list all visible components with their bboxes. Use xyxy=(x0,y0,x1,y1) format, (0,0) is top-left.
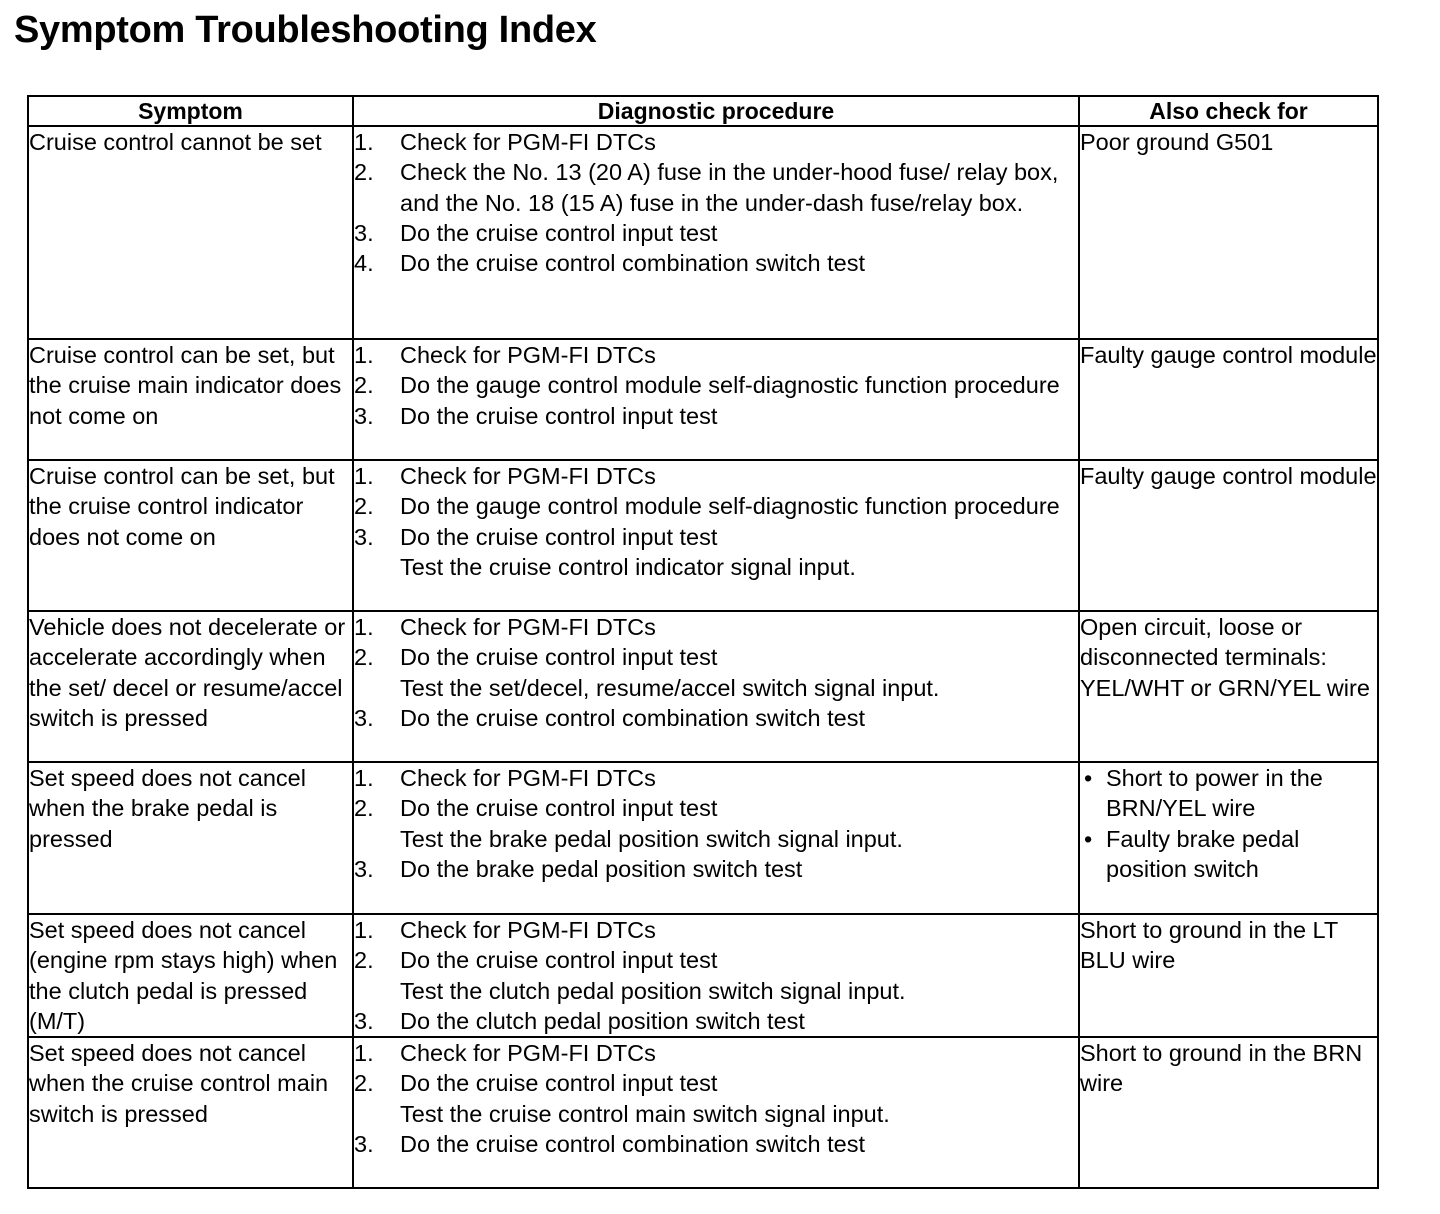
procedure-step xyxy=(354,763,1078,793)
procedure-step xyxy=(354,340,1078,370)
procedure-step xyxy=(354,1006,1078,1036)
step-number xyxy=(354,552,400,582)
step-number: 3. xyxy=(354,704,374,731)
procedure-cell xyxy=(353,126,1079,339)
step-text: Test the set/decel, resume/accel switch signal input. xyxy=(400,674,940,701)
step-number: 3. xyxy=(354,855,374,882)
step-text: Check for PGM-FI DTCs xyxy=(400,1040,656,1067)
step-number: 3. xyxy=(354,219,374,246)
procedure-step xyxy=(354,401,1078,431)
step-number: 2. xyxy=(354,159,374,186)
procedure-step xyxy=(354,461,1078,491)
procedure-cell xyxy=(353,339,1079,460)
procedure-step xyxy=(354,642,1078,672)
table-row xyxy=(28,339,1378,460)
also-check-cell xyxy=(1079,762,1378,914)
step-text: Check for PGM-FI DTCs xyxy=(400,342,656,368)
step-text: Do the clutch pedal position switch test xyxy=(400,1007,805,1034)
step-number: 3. xyxy=(354,1007,374,1034)
procedure-step xyxy=(354,703,1078,733)
table-header-row xyxy=(28,96,1378,126)
step-number xyxy=(354,824,400,854)
table-row xyxy=(28,611,1378,762)
also-check-cell: Short to ground in the BRN wire xyxy=(1079,1037,1378,1188)
procedure-step xyxy=(354,854,1078,884)
procedure-step xyxy=(354,1068,1078,1098)
procedure-step xyxy=(354,612,1078,642)
step-text: Check for PGM-FI DTCs xyxy=(400,917,656,943)
step-text: Do the brake pedal position switch test xyxy=(400,855,803,882)
procedure-cell xyxy=(353,914,1079,1037)
procedure-cell xyxy=(353,762,1079,914)
bullet-icon: • xyxy=(1084,765,1093,791)
step-text: Do the cruise control input test xyxy=(400,402,718,429)
step-number: 3. xyxy=(354,402,374,429)
step-number: 2. xyxy=(354,795,374,822)
step-number: 3. xyxy=(354,523,374,550)
procedure-step xyxy=(354,218,1078,248)
step-text: Do the cruise control combination switch test xyxy=(400,250,865,277)
step-text: Test the brake pedal position switch signal input. xyxy=(400,825,903,852)
step-number: 1. xyxy=(354,614,374,640)
header-symptom: Symptom xyxy=(28,96,353,126)
step-text: Do the cruise control input test xyxy=(400,947,718,974)
procedure-step xyxy=(354,824,1078,854)
symptom-cell: Cruise control can be set, but the cruise main indicator does not come on xyxy=(28,339,353,460)
procedure-cell xyxy=(353,460,1079,611)
step-number: 3. xyxy=(354,1131,374,1158)
also-check-cell: Poor ground G501 xyxy=(1079,126,1378,339)
also-check-text: Short to power in the BRN/YEL wire xyxy=(1106,765,1323,822)
symptom-cell: Cruise control cannot be set xyxy=(28,126,353,339)
procedure-step xyxy=(354,127,1078,157)
procedure-step xyxy=(354,1038,1078,1068)
header-diagnostic-procedure: Diagnostic procedure xyxy=(353,96,1079,126)
header-also-check-for: Also check for xyxy=(1079,96,1378,126)
step-text: Check for PGM-FI DTCs xyxy=(400,463,656,489)
step-number: 1. xyxy=(354,129,374,155)
step-number xyxy=(354,1099,400,1129)
step-text: Test the clutch pedal position switch signal input. xyxy=(400,977,906,1004)
step-text: Check for PGM-FI DTCs xyxy=(400,765,656,791)
step-number xyxy=(354,976,400,1006)
step-text: Do the cruise control input test xyxy=(400,523,718,550)
also-check-cell: Faulty gauge control module xyxy=(1079,460,1378,611)
procedure-step xyxy=(354,945,1078,975)
procedure-step xyxy=(354,673,1078,703)
symptom-cell: Set speed does not cancel when the cruise control main switch is pressed xyxy=(28,1037,353,1188)
bullet-icon: • xyxy=(1084,825,1093,852)
step-number: 1. xyxy=(354,1040,374,1067)
procedure-step xyxy=(354,157,1078,218)
also-check-cell: Open circuit, loose or disconnected terminals: YEL/WHT or GRN/YEL wire xyxy=(1079,611,1378,762)
procedure-step xyxy=(354,793,1078,823)
also-check-cell: Short to ground in the LT BLU wire xyxy=(1079,914,1378,1037)
step-text: Do the cruise control input test xyxy=(400,644,718,671)
symptom-table xyxy=(27,95,1379,1189)
step-text: Check for PGM-FI DTCs xyxy=(400,614,656,640)
procedure-step xyxy=(354,370,1078,400)
also-check-cell: Faulty gauge control module xyxy=(1079,339,1378,460)
procedure-step xyxy=(354,915,1078,945)
table-row xyxy=(28,460,1378,611)
also-check-item xyxy=(1080,824,1377,885)
procedure-step xyxy=(354,1099,1078,1129)
step-text: Do the cruise control input test xyxy=(400,795,718,822)
step-number: 4. xyxy=(354,250,374,277)
step-number xyxy=(354,673,400,703)
table-row xyxy=(28,126,1378,339)
step-number: 1. xyxy=(354,463,374,489)
step-number: 1. xyxy=(354,765,374,791)
page-title: Symptom Troubleshooting Index xyxy=(14,9,597,51)
step-text: Check the No. 13 (20 A) fuse in the under-hood fuse/ relay box, and the No. 18 (15 A) fuse in the under-dash fuse/relay box. xyxy=(400,159,1059,216)
step-number: 2. xyxy=(354,1070,374,1097)
procedure-cell xyxy=(353,611,1079,762)
also-check-text: Faulty brake pedal position switch xyxy=(1106,825,1300,882)
step-number: 2. xyxy=(354,372,374,399)
procedure-step xyxy=(354,522,1078,552)
symptom-cell: Set speed does not cancel when the brake pedal is pressed xyxy=(28,762,353,914)
step-text: Do the cruise control combination switch test xyxy=(400,1131,865,1158)
procedure-step xyxy=(354,976,1078,1006)
procedure-step xyxy=(354,552,1078,582)
step-number: 2. xyxy=(354,644,374,671)
step-number: 2. xyxy=(354,493,374,520)
procedure-step xyxy=(354,491,1078,521)
step-text: Check for PGM-FI DTCs xyxy=(400,129,656,155)
table-row xyxy=(28,914,1378,1037)
step-number: 1. xyxy=(354,342,374,368)
step-text: Do the cruise control input test xyxy=(400,219,718,246)
table-row xyxy=(28,762,1378,914)
symptom-cell: Set speed does not cancel (engine rpm stays high) when the clutch pedal is pressed (M/T) xyxy=(28,914,353,1037)
procedure-cell xyxy=(353,1037,1079,1188)
step-text: Test the cruise control main switch signal input. xyxy=(400,1100,890,1127)
procedure-step xyxy=(354,248,1078,278)
step-text: Do the cruise control input test xyxy=(400,1070,718,1097)
also-check-item xyxy=(1080,763,1377,824)
step-text: Do the gauge control module self-diagnostic function procedure xyxy=(400,372,1060,399)
symptom-cell: Vehicle does not decelerate or accelerate accordingly when the set/ decel or resume/accel switch is pressed xyxy=(28,611,353,762)
symptom-cell: Cruise control can be set, but the cruise control indicator does not come on xyxy=(28,460,353,611)
step-text: Test the cruise control indicator signal input. xyxy=(400,553,856,580)
table-row xyxy=(28,1037,1378,1188)
step-text: Do the cruise control combination switch test xyxy=(400,704,865,731)
procedure-step xyxy=(354,1129,1078,1159)
step-text: Do the gauge control module self-diagnostic function procedure xyxy=(400,493,1060,520)
step-number: 1. xyxy=(354,917,374,943)
step-number: 2. xyxy=(354,947,374,974)
